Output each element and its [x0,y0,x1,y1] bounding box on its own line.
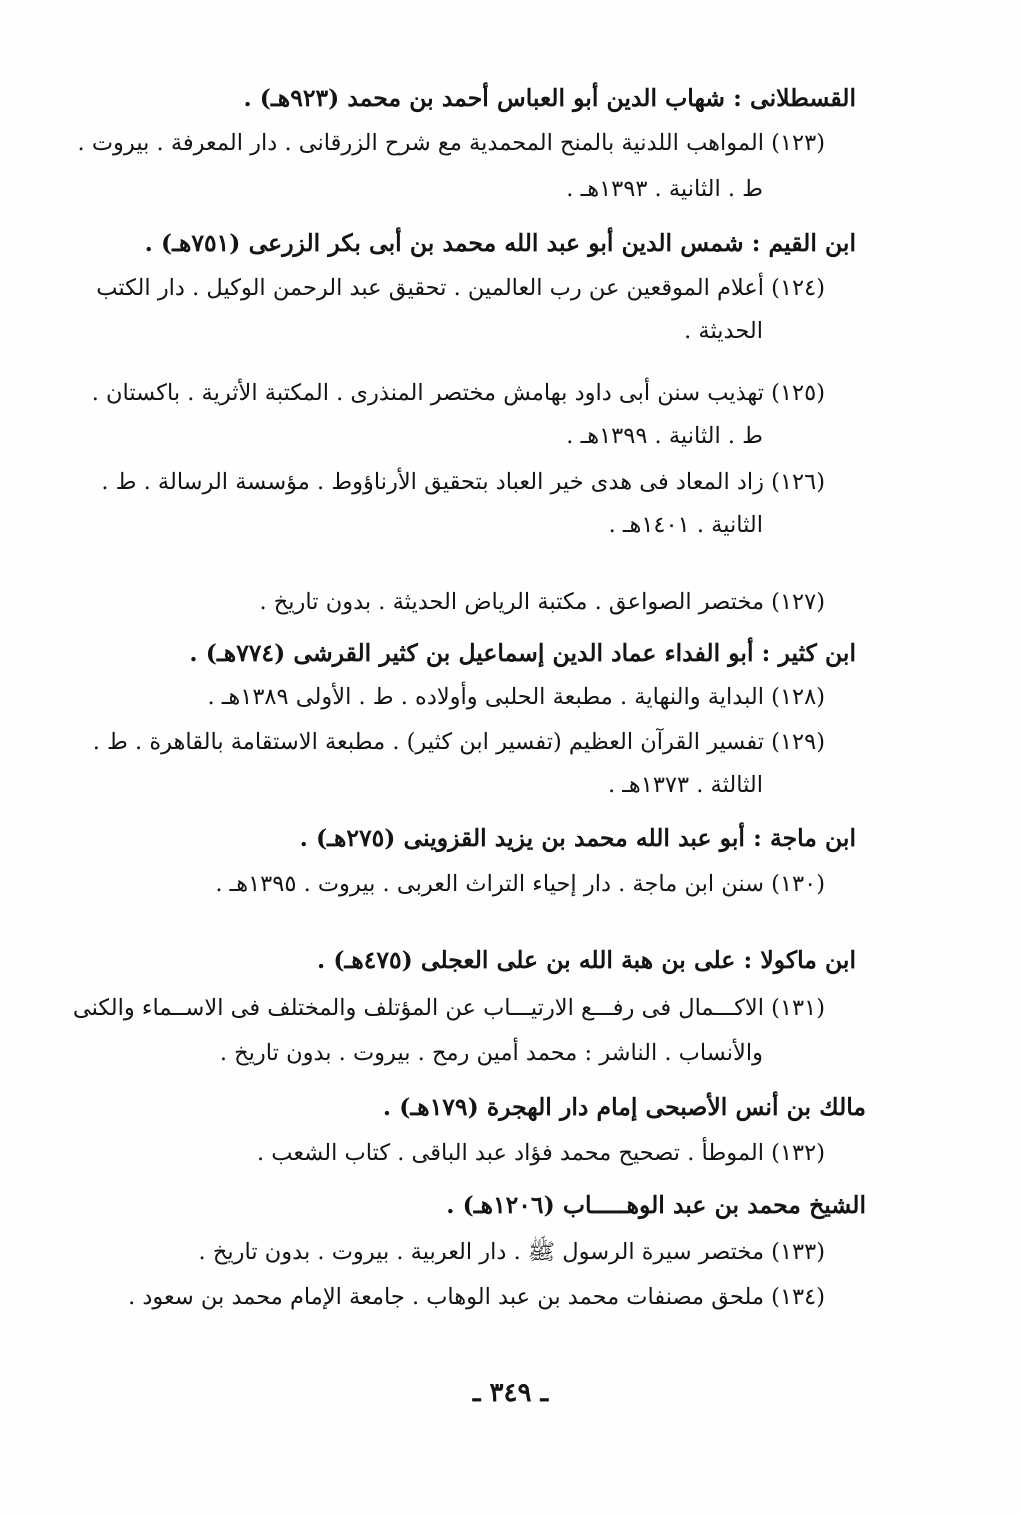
author-heading: ابن ماكولا : على بن هبة الله بن على العجلى (٤٧٥هـ) . [316,946,856,974]
entry-line: (١٢٨) البداية والنهاية . مطبعة الحلبى وأولاده . ط . الأولى ١٣٨٩هـ . [207,684,825,710]
entry-line: (١٢٧) مختصر الصواعق . مكتبة الرياض الحديثة . بدون تاريخ . [259,589,825,615]
page-number: ـ ٣٤٩ ـ [472,1378,549,1408]
entry-line-cont: الثالثة . ١٣٧٣هـ . [607,772,763,798]
entry-line-cont: الثانية . ١٤٠١هـ . [608,512,763,538]
entry-line: (١٣٢) الموطأ . تصحيح محمد فؤاد عبد الباقى . كتاب الشعب . [256,1140,825,1166]
entry-line: (١٢٦) زاد المعاد فى هدى خير العباد بتحقيق الأرناؤوط . مؤسسة الرسالة . ط . [101,469,825,495]
entry-line: (١٣٠) سنن ابن ماجة . دار إحياء التراث العربى . بيروت . ١٣٩٥هـ . [215,871,825,897]
author-heading: ابن ماجة : أبو عبد الله محمد بن يزيد القزوينى (٢٧٥هـ) . [299,824,856,852]
entry-line-cont: ط . الثانية . ١٣٩٩هـ . [566,423,763,449]
entry-line-cont: والأنساب . الناشر : محمد أمين رمح . بيروت . بدون تاريخ . [219,1040,763,1066]
author-heading: القسطلانى : شهاب الدين أبو العباس أحمد بن محمد (٩٢٣هـ) . [243,84,856,112]
entry-line: (١٣٤) ملحق مصنفات محمد بن عبد الوهاب . جامعة الإمام محمد بن سعود . [128,1284,825,1310]
entry-line: (١٣١) الاكـــمال فى رفـــع الارتيـــاب عن المؤتلف والمختلف فى الاســماء والكنى [72,995,825,1021]
author-heading: ابن كثير : أبو الفداء عماد الدين إسماعيل بن كثير القرشى (٧٧٤هـ) . [189,639,856,667]
entry-line: (١٢٥) تهذيب سنن أبى داود بهامش مختصر المنذرى . المكتبة الأثرية . باكستان . [91,380,825,406]
entry-line: (١٢٤) أعلام الموقعين عن رب العالمين . تحقيق عبد الرحمن الوكيل . دار الكتب [96,275,825,301]
entry-line: (١٢٣) المواهب اللدنية بالمنح المحمدية مع شرح الزرقانى . دار المعرفة . بيروت . [77,130,825,156]
author-heading: ابن القيم : شمس الدين أبو عبد الله محمد بن أبى بكر الزرعى (٧٥١هـ) . [144,229,856,257]
entry-line-cont: ط . الثانية . ١٣٩٣هـ . [566,176,763,202]
author-heading: الشيخ محمد بن عبد الوهـــــاب (١٢٠٦هـ) . [446,1191,866,1219]
entry-line: (١٢٩) تفسير القرآن العظيم (تفسير ابن كثير) . مطبعة الاستقامة بالقاهرة . ط . [92,729,825,755]
entry-line-cont: الحديثة . [684,318,763,344]
entry-line: (١٣٣) مختصر سيرة الرسول ﷺ . دار العربية . بيروت . بدون تاريخ . [198,1239,825,1265]
author-heading: مالك بن أنس الأصبحى إمام دار الهجرة (١٧٩هـ) . [382,1093,866,1121]
